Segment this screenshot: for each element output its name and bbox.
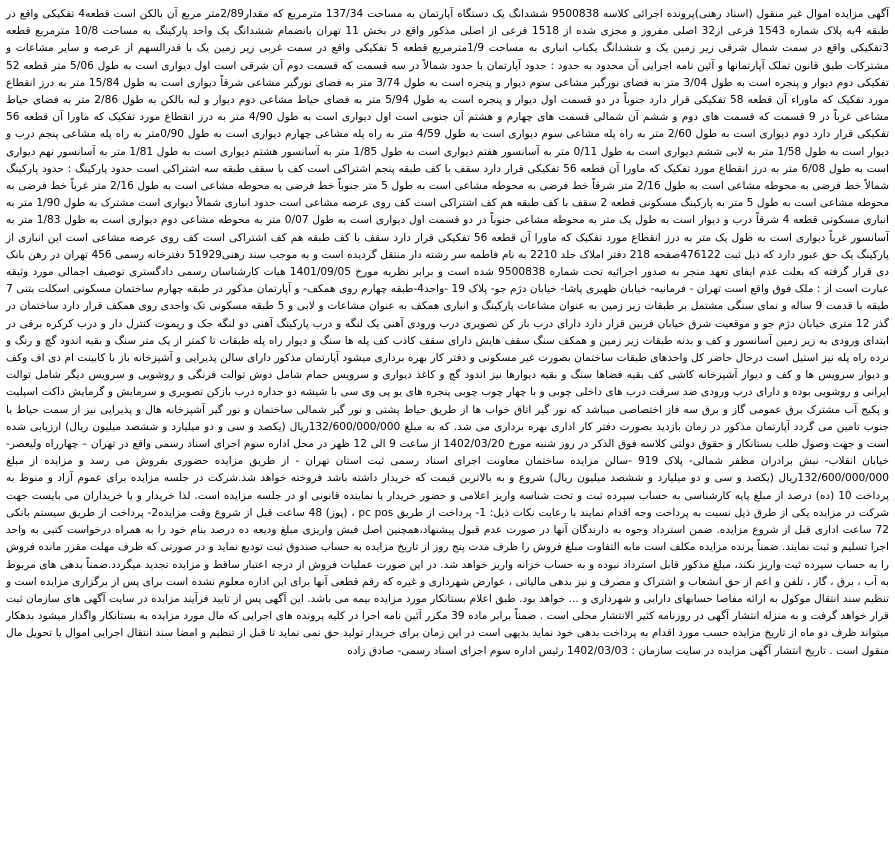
auction-notice-text: آگهی مزایده اموال غیر منقول (اسناد رهنی)پرونده اجرائی کلاسه 9500838 ششدانگ یک دستگاه آپارتمان به مساحت 137/34 مترمربع که مقدار2/89متر مربع آن بالکن است قطعه4 تفکیکی واقع در طبقه 4به پلاک شماره 1543 فرعی از32 اصلی مفروز و مجزی شده از 1518 فرعی از اصلی مذکور واقع در بخش 11 تهران بانضمام ششدانگ یک واحد پارکینگ به مساحت 10/8 مترمربع قطعه 3تفکیکی واقع در سمت شمال شرقی زیر زمین یک و ششدانگ یکباب انباری به مساحت 1/9مترمربع قطعه 5 تفکیکی واقع در سمت غربی زیر زمین یک با قدرالسهم از عرصه و سایر مشاعات و مشترکات طبق قانون تملک آپارتمانها و آئین نامه اجرایی آن محدود به حدود : حدود آپارتمان با حدود شمالاً در سه قسمت که قسمت دوم آن شرقی است اول دیواری است به طول 5/06 متر قطعه 52 تفکیکی دوم دیوار و پنجره است به طول 3/04 متر به فضای نورگیر مشاعی سوم دیوار و پنجره است به طول 3/74 متر به فضای نورگیر مشاعی شرقاً دیواری است به طول 15/84 متر به درز انقطاع مورد تفکیک که ماوراء آن قطعه 58 تفکیکی قرار دارد جنوباً در دو قسمت اول دیوار و پنجره است به طول 5/94 متر به فضای حیاط مشاعی دوم دیوار و لبه بالکن به طول 2/86 متر به فضای حیاط مشاعی غرباً در 9 قسمت که قسمت های دوم و ششم آن شمالی قسمت های چهارم و هشتم آن جنوبی است اول دیواری است به طول 4/90 متر به درز انقطاع مورد تفکیک که ماورا آن قطعه 56 تفکیکی قرار دارد دوم دیواری است به طول 2/60 متر به راه پله مشاعی سوم دیواری است به طول 4/59 متر به راه پله مشاعی چهارم دیواری است به طول 0/90متر به راه پله مشاعی پنجم درب و دیوار است به طول 1/58 متر به لابی ششم دیواری است به طول 0/11 متر به آسانسور هفتم دیواری است به طول 1/85 متر به آسانسور هشتم دیواری است به طول 1/81 متر به آسانسور نهم دیواری است به طول 6/08 متر به درز انقطاع مورد تفکیک که ماورا آن قطعه 56 تفکیکی قرار دارد سقف با کف طبقه پنجم اشتراکی است کف با سقف طبقه سه اشتراکی است حدود پارکینگ : حدود پارکینگ شمالاً خط فرضی به محوطه مشاعی است به طول 2/16 متر شرقاً خط فرضی به محوطه مشاعی است به طول 5 متر جنوباً خط فرضی به محوطه مشاعی است به طول 2/16 متر غرباً خط فرضی به محوطه مشاعی است به طول 5 متر به پارکینگ مسکونی قطعه 2 سقف با کف طبقه هم کف اشتراکی است کف روی عرصه مشاعی است حدود انباری شمالاً دیواری است مشترک به طول 1/90 متر به انباری مسکونی قطعه 4 شرقاً درب و دیوار است به طول یک متر به محوطه مشاعی جنوباً در دو قسمت اول دیواری است به طول 0/07 متر به محوطه مشاعی دوم دیواری است به طول 1/83 متر به آسانسور غرباً دیواری است به طول یک متر به درز انقطاع مورد تفکیک که ماورا آن قطعه 56 تفکیکی قرار دارد سقف با کف طبقه هم کف اشتراکی است کف روی عرصه مشاعی است این انباری از پارکینگ یک حق عبور دارد که ذیل ثبت 476122صفحه 218 دفتر املاک جلد 2210 به نام فاطمه سر رشته دار منتقل گردیده است و به موجب سند رهنی51929 دفترخانه رسمی 456 تهران در رهن بانک دی قرار گرفته که بعلت عدم ایفای تعهد منجر به صدور اجرائیه تحت شماره 9500838 شده است و برابر نظریه مورخ 1401/09/05 هیات کارشناسان رسمی دادگستری توصیف اجمالی مورد وثیقه عبارت است از : ملک فوق واقع است تهران - فرمانیه- خیابان ظهیری پاشا- خیابان دژم جو- پلاک 19 -واحد4-طبقه چهارم روی همکف- و آپارتمان مذکور در طبقه چهارم ساختمان مسکونی اسکلت بتنی 7 طبقه با قدمت 9 ساله و نمای سنگی مشتمل بر طبقات زیر زمین به عنوان مشاعات پارکینگ و انباری همکف به عنوان مشاعات و لابی و 5 طبقه مسکونی تک واحدی روی همکف قرار دارد ساختمان در گذر 12 متری خیابان دژم جو و موقعیت شرق خیابان فربین قرار دارد دارای درب باز کن تصویری درب ورودی آهنی یک لنگه و درب پارکینگ آهنی دو لنگه جک و ریموت کنترل دار و درب کرکره برقی در ابتدای ورودی به زیر زمین آسانسور و کف و بدنه طبقات زیر زمین و همکف سنگ سقف هایش دارای سقف کاذب کف پله ها سنگ و دیوار راه پله طبقات تا کمتر از یک متر سنگ و بقیه اندود گچ و رنگ و نرده راه پله نیز استیل است درحال حاضر کل واحدهای طبقات ساختمان بصورت غیر مسکونی و دفتر کار بهره برداری میشود آپارتمان مذکور دارای سالن پذیرایی و آشپزخانه باز با کابینت ام دی اف وکف و دیوار سرویس ها و کف و دیوار آشپزخانه کاشی کف بقیه فضاها سنگ و بقیه دیوارها نیز اندود گچ و کاغذ دیواری و سرویس حمام شامل دوش توالت فرنگی و روشویی و سرویس دیگر شامل توالت ایرانی و روشویی بوده و دارای درب ورودی ضد سرقت درب های داخلی چوبی و با چهار چوب چوبی پنجره های یو پی وی سی با شیشه دو جداره درب بازکن تصویری و سرمایش و گرمایش داکت اسپلیت و پکیج آب مشترک برق عمومی گاز و برق سه فاز اختصاصی میباشد که نور گیر اتاق خواب ها از طریق حیاط پشتی و نور گیر شمالی ساختمان و نور گیر آشپزخانه هال و پذیرایی نیز از سمت حیاط با جنوب تامین می گردد آپارتمان مذکور در زمان بازدید بصورت دفتر کار اداری بهره برداری می شد. که به مبلغ 132/600/000/000ریال (یکصد و سی و دو میلیارد و ششصد میلیون ریال) ارزیابی شده است و جهت وصول طلب بستانکار و حقوق دولتی کلاسه فوق الذکر در روز شنبه مورخ 1402/03/20 از ساعت 9 الی 12 ظهر در محل اداره سوم اجرای اسناد رسمی واقع در تهران – چهارراه ولیعصر- خیابان انقلاب- نبش برادران مظفر شمالی- پلاک 919 -سالن مزایده ساختمان معاونت اجرای اسناد رسمی ثبت استان تهران - از طریق مزایده حضوری بفروش می رسد و مزایده از مبلغ 132/600/000/000ریال (یکصد و سی و دو میلیارد و ششصد میلیون ریال) شروع و به بالاترین قیمت که خریدار داشته باشد فروخته خواهد شد.شرکت در جلسه مزایده برای عموم آزاد و منوط به پرداخت 10 (ده) درصد از مبلغ پایه کارشناسی به حساب سپرده ثبت و تحت شناسه واریز اعلامی و حضور خریدار یا نماینده قانونی او در جلسه مزایده است. لذا خریدار و یا خریداران می بایست جهت شرکت در مزایده یکی از طرق ذیل نسبت به پرداخت وجه اقدام نمایند با رعایت نکات ذیل: 1- پرداخت از طریق pc pos ، (پوز) 48 ساعت قبل از شروع وقت مزایده2- پرداخت از طریق سیستم بانکی 72 ساعت اداری قبل از شروع مزایده. ضمن استرداد وجوه به دارندگان آنها در صورت عدم قبول پیشنهاد،همچنین اصل فیش واریزی مبلغ ودیعه ده درصد بنام خود را به همراه درخواست کتبی به واحد اجرا تسلیم و ثبت نمایند. ضمناً برنده مزایده مکلف است مابه التفاوت مبلغ فروش را ظرف مدت پنج روز از تاریخ مزایده به حساب صندوق ثبت تودیع نماید و در صورتی که ظرف مهلت مقرر مانده فروش را به حساب سپرده ثبت واریز نکند، مبلغ مذکور قابل استرداد نبوده و به حساب خزانه واریز خواهد شد. در این صورت عملیات فروش از درجه اعتبار ساقط و مزایده تجدید میگردد.ضمناً بدهی های مربوط به آب ، برق ، گاز ، تلفن و اعم از حق انشعاب و اشتراک و مصرف و نیز بدهی مالیاتی ، عوارض شهرداری و غیره که رقم قطعی آنها برای این اداره معلوم نشده است برای پس از برگزاری مزایده است و تنظیم سند انتقال موکول به ارائه مفاصا حسابهای دارایی و شهرداری و ... خواهد بود. طبق اعلام بستانکار مورد مزایده بیمه می باشد. این آگهی پس از تایید فرآیند مزایده در سایت آگهی های سازمان ثبت قرار خواهد گرفت و به منزله انتشار آگهی در روزنامه کثیر الانتشار محلی است . ضمناً برابر ماده 39 مکرر آئین نامه اجرا در کلیه پرونده های اجرایی که مال مورد مزایده به بستانکار واگذار میشود بدهکار میتواند ظرف دو ماه از تاریخ مزایده حسب مورد اقدام به پرداخت بدهی خود نماید بدیهی است در این زمان برای خریدار تولید حق نمی نماید تا قبل از تنظیم و امضا سند انتقال اجرایی اموال یا تحویل مال منقول است . تاریخ انتشار آگهی مزایده در سایت سازمان : 1402/03/03 رئیس اداره سوم اجرای اسناد رسمی- صادق زاده: [5, 8, 890, 657]
